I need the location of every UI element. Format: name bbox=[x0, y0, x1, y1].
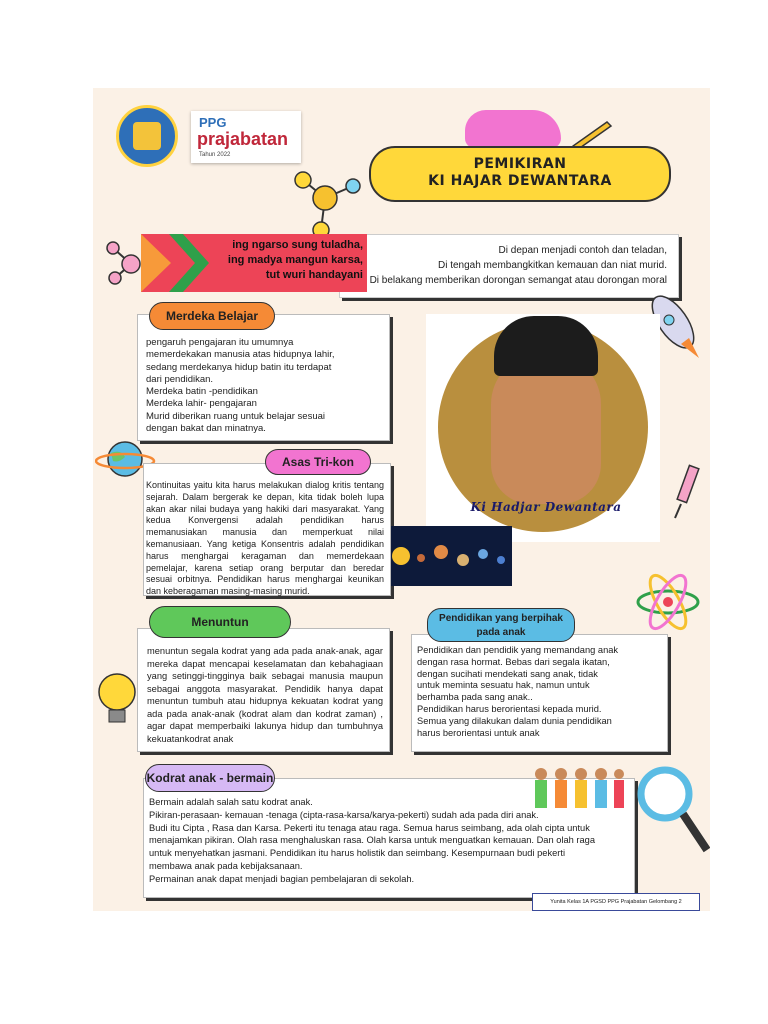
kodrat-text bbox=[149, 796, 629, 886]
ppg-prajabatan-logo bbox=[191, 111, 301, 163]
decorative-blob bbox=[465, 110, 561, 148]
berpihak-line: Semua yang dilakukan dalam dunia pendidikan bbox=[417, 715, 612, 726]
berpihak-label bbox=[427, 608, 575, 642]
motto-line: ing ngarso sung tuladha, bbox=[232, 239, 363, 251]
merdeka-line: memerdekakan manusia atas hidupnya lahir, bbox=[146, 349, 335, 361]
page-title bbox=[369, 146, 671, 202]
ppg-year: Tahun 2022 bbox=[199, 152, 231, 158]
portrait-photo bbox=[426, 314, 660, 542]
translation-line: Di belakang memberikan dorongan semangat atau dorongan moral bbox=[369, 275, 667, 286]
lightbulb-icon bbox=[93, 668, 141, 732]
merdeka-line: dengan bakat dan minatnya. bbox=[146, 423, 266, 435]
merdeka-line: sedang merdekanya hidup batin itu terdapat bbox=[146, 361, 332, 373]
kodrat-line: Permainan anak dapat menjadi bagian pembelajaran di sekolah. bbox=[149, 873, 415, 884]
ppg-text: PPG bbox=[199, 115, 227, 130]
solar-system-icon bbox=[391, 526, 512, 586]
merdeka-line: Merdeka lahir- pengajaran bbox=[146, 398, 257, 410]
translation-line: Di tengah membangkitkan kemauan dan niat murid. bbox=[437, 260, 667, 271]
kemendikbud-logo bbox=[116, 105, 178, 167]
menuntun-label: Menuntun bbox=[149, 606, 291, 638]
trikon-label: Asas Tri-kon bbox=[265, 449, 371, 475]
berpihak-label-line: pada anak bbox=[476, 627, 526, 638]
motto-line: tut wuri handayani bbox=[265, 269, 363, 281]
kodrat-line: untuk menyehatkan jasmani. Pendidikan itu harus holistik dan seimbang. Kesempurnaan budi pekerti bbox=[149, 848, 566, 859]
banner-chevron bbox=[141, 234, 171, 292]
title-line-2: KI HAJAR DEWANTARA bbox=[428, 173, 612, 189]
kodrat-line: Budi itu Cipta , Rasa dan Karsa. Pekerti itu tenaga atau raga. Semua harus seimbang, ada olah cipta untuk bbox=[149, 822, 590, 833]
portrait-caption: Ki Hadjar Dewantara bbox=[470, 500, 622, 514]
menuntun-text: menuntun segala kodrat yang ada pada anak-anak, agar mereka dapat mencapai keselamatan dan kebahagiaan yang setinggi-tingginya baik sebagai manusia maupun sebagai anggota masyarakat. Pendidik hanya dapat menuntun tumbuh atau hidupnya kekuatan kodrat yang ada pada anak-anak (kodrat alam dan kodrat zaman) , agar dapat memperbaiki lakunya hidup dan tumbuhnya kekuatankodrat anak bbox=[147, 646, 383, 744]
prajabatan-text: prajabatan bbox=[197, 129, 289, 149]
motto-javanese bbox=[223, 238, 363, 283]
merdeka-line: Merdeka batin -pendidikan bbox=[146, 386, 258, 398]
berpihak-line: Pendidikan harus berorientasi kepada murid. bbox=[417, 703, 602, 714]
kodrat-line: menajamkan pikiran. Olah rasa menghaluskan rasa. Olah karsa untuk menguatkan kemauan. Dan olah raga bbox=[149, 835, 595, 846]
berpihak-label-line: Pendidikan yang berpihak bbox=[439, 613, 563, 624]
syringe-icon bbox=[671, 460, 707, 520]
author-footer: Yunita Kelas 1A PGSD PPG Prajabatan Gelombang 2 bbox=[532, 893, 700, 911]
translation-line: Di depan menjadi contoh dan teladan, bbox=[498, 245, 667, 256]
motto-translation bbox=[347, 243, 667, 288]
kodrat-line: membawa anak pada kebijaksanaan. bbox=[149, 860, 303, 871]
title-line-1: PEMIKIRAN bbox=[473, 156, 567, 172]
merdeka-text bbox=[146, 337, 386, 435]
poster bbox=[93, 88, 710, 911]
berpihak-line: berhamba pada sang anak.. bbox=[417, 692, 533, 703]
kodrat-line: Bermain adalah salah satu kodrat anak. bbox=[149, 797, 313, 807]
kodrat-label: Kodrat anak - bermain bbox=[145, 764, 275, 792]
atom-icon bbox=[633, 570, 703, 634]
merdeka-line: dari pendidikan. bbox=[146, 373, 214, 385]
banner-chevron-green bbox=[169, 234, 209, 292]
berpihak-line: dengan sucihati mendekati sang anak, tidak bbox=[417, 668, 598, 679]
berpihak-line: Pendidikan dan pendidik yang memandang anak bbox=[417, 645, 619, 655]
solar-system-image bbox=[391, 526, 512, 586]
merdeka-line: Murid diberikan ruang untuk belajar sesuai bbox=[146, 410, 326, 422]
magnifier-icon bbox=[631, 764, 710, 854]
portrait-face bbox=[491, 354, 601, 504]
trikon-text: Kontinuitas yaitu kita harus melakukan dialog kritis tentang sejarah. Dalam bergerak ke depan, kita tidak boleh lupa akan akar nilai budaya yang hakiki dari masyarakat. Yang kedua Konvergensi adalah pendidikan harus memanusiakan manusia dan memperkuat nilai kemanusiaan. Yang ketiga Konsentris adalah pendidikan harus menghargai keragaman dan memerdekaan pemelajar, karena setiap orang berputar dan beredar sesuai orbitnya. Pendidikan harus menghargai keunikan dan keberagaman masing-masing murid. bbox=[146, 480, 384, 597]
berpihak-line: harus berorientasi untuk anak bbox=[417, 727, 540, 738]
merdeka-line: pengaruh pengajaran itu umumnya bbox=[146, 337, 294, 348]
kodrat-line: Pikiran-perasaan- kemauan -tenaga (cipta-rasa-karsa/karya-pekerti) sudah ada pada diri anak. bbox=[149, 809, 539, 820]
motto-line: ing madya mangun karsa, bbox=[227, 254, 363, 266]
portrait-hat bbox=[494, 316, 598, 376]
berpihak-text bbox=[417, 645, 662, 739]
berpihak-line: untuk meminta sesuatu hak, namun untuk bbox=[417, 680, 590, 691]
merdeka-label: Merdeka Belajar bbox=[149, 302, 275, 330]
berpihak-line: dengan rasa hormat. Bebas dari segala ikatan, bbox=[417, 656, 610, 667]
